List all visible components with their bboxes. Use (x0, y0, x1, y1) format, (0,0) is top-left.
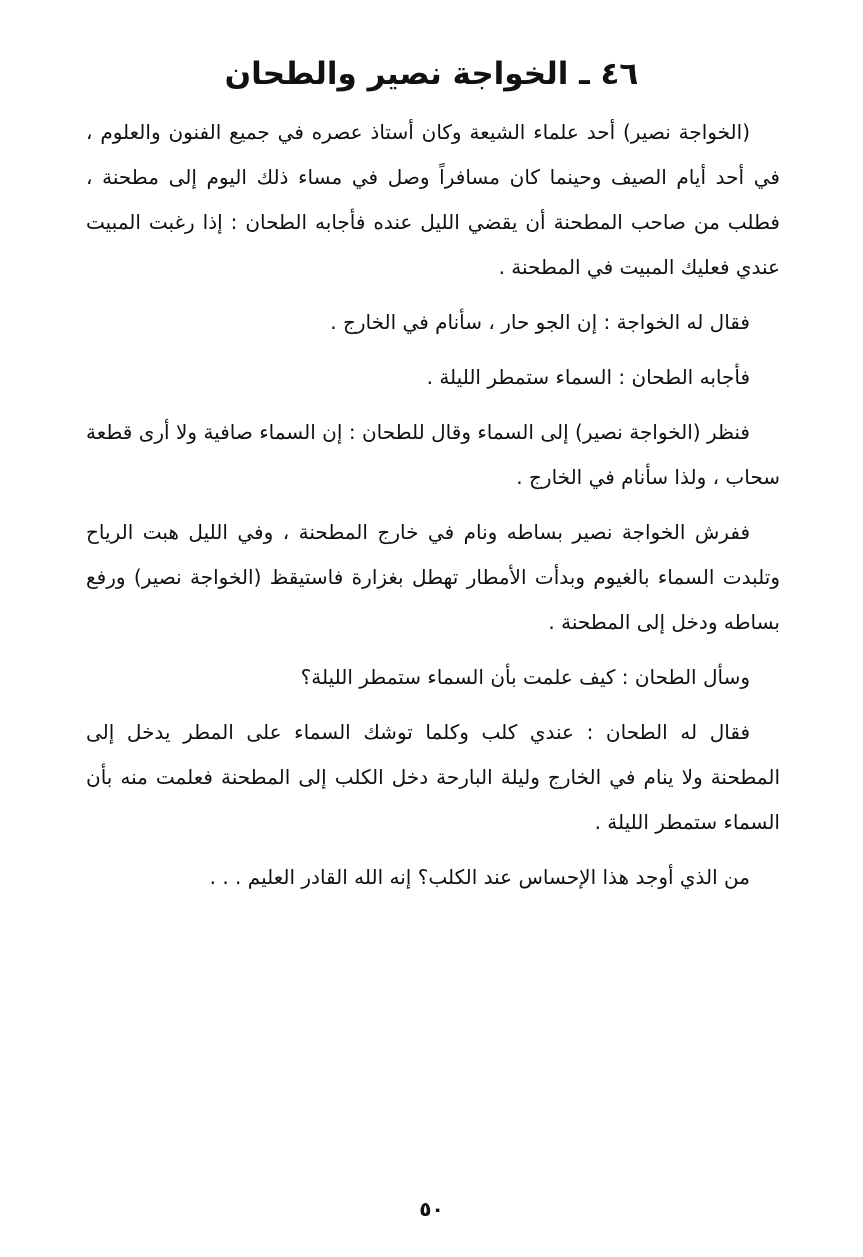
paragraph-khawaja-reply: فقال له الخواجة : إن الجو حار ، سأنام في الخارج . (330, 310, 750, 334)
page-title: ٤٦ ـ الخواجة نصير والطحان (224, 56, 639, 92)
paragraph-moral: من الذي أوجد هذا الإحساس عند الكلب؟ إنه الله القادر العليم . . . (209, 865, 750, 889)
paragraph-miller-warning: فأجابه الطحان : السماء ستمطر الليلة . (426, 365, 750, 389)
paragraph-question: وسأل الطحان : كيف علمت بأن السماء ستمطر الليلة؟ (300, 665, 750, 689)
story-body (86, 110, 780, 910)
paragraph-rain-night: ففرش الخواجة نصير بساطه ونام في خارج المطحنة ، وفي الليل هبت الرياح وتلبدت السماء بالغيوم وبدأت الأمطار تهطل بغزارة فاستيقظ (الخواجة نصير) ورفع بساطه ودخل إلى المطحنة . (86, 520, 780, 634)
paragraph-dog-explanation: فقال له الطحان : عندي كلب وكلما توشك السماء على المطر يدخل إلى المطحنة ولا ينام في الخارج وليلة البارحة دخل الكلب إلى المطحنة فعلمت منه بأن السماء ستمطر الليلة . (86, 720, 780, 834)
page-number: ٥٠ (419, 1197, 444, 1221)
paragraph-clear-sky: فنظر (الخواجة نصير) إلى السماء وقال للطحان : إن السماء صافية ولا أرى قطعة سحاب ، ولذا سأنام في الخارج . (86, 420, 780, 489)
paragraph-intro: (الخواجة نصير) أحد علماء الشيعة وكان أستاذ عصره في جميع الفنون والعلوم ، في أحد أيام الصيف وحينما كان مسافراً وصل في مساء ذلك اليوم إلى مطحنة ، فطلب من صاحب المطحنة أن يقضي الليل عنده فأجابه الطحان : إذا رغبت المبيت عندي فعليك المبيت في المطحنة . (86, 120, 780, 279)
